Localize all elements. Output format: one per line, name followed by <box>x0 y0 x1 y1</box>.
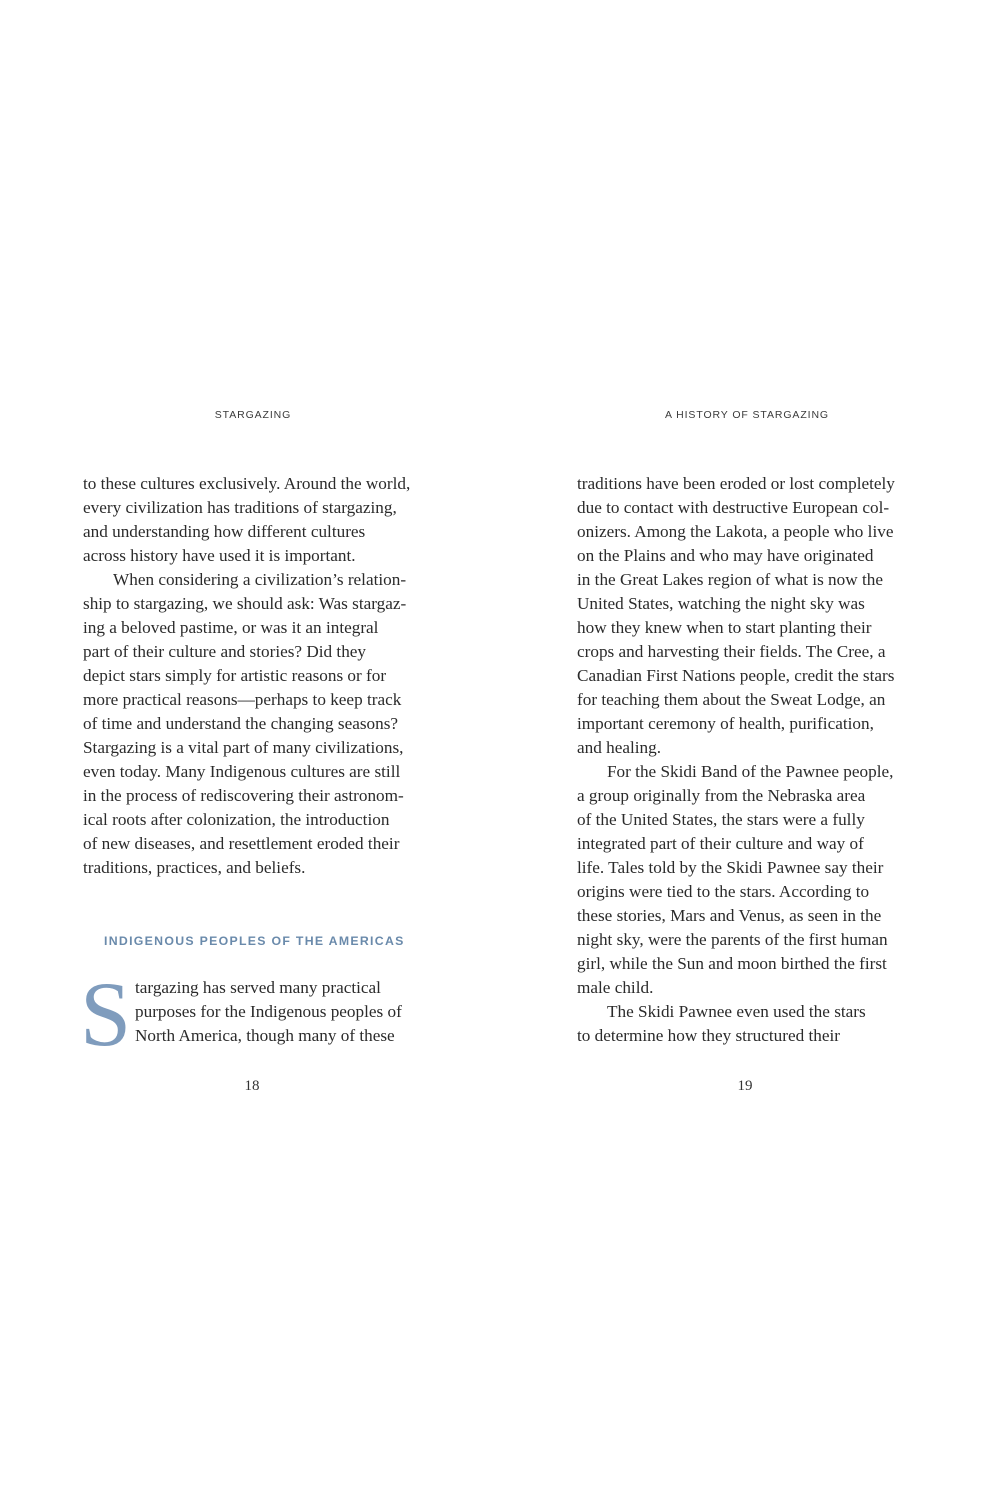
drop-cap: S <box>80 963 132 1065</box>
section-body-text <box>135 976 402 1048</box>
text-line: of the United States, the stars were a fully <box>577 810 865 829</box>
text-line: For the Skidi Band of the Pawnee people, <box>607 762 894 781</box>
text-line: these stories, Mars and Venus, as seen in the <box>577 906 882 925</box>
text-line: North America, though many of these <box>135 1026 395 1045</box>
text-line: of new diseases, and resettlement eroded their <box>83 834 400 853</box>
text-line: Canadian First Nations people, credit the stars <box>577 666 895 685</box>
text-line: in the Great Lakes region of what is now the <box>577 570 883 589</box>
text-line: and healing. <box>577 738 661 757</box>
text-line: of time and understand the changing seasons? <box>83 714 399 733</box>
text-line: traditions, practices, and beliefs. <box>83 858 306 877</box>
text-line: every civilization has traditions of stargazing, <box>83 498 397 517</box>
right-body-text <box>577 472 895 1048</box>
text-line: purposes for the Indigenous peoples of <box>135 1002 402 1021</box>
text-line: depict stars simply for artistic reasons or for <box>83 666 387 685</box>
text-line: United States, watching the night sky was <box>577 594 865 613</box>
text-line: ical roots after colonization, the introduction <box>83 810 390 829</box>
text-line: a group originally from the Nebraska area <box>577 786 866 805</box>
text-line: male child. <box>577 978 654 997</box>
running-head-right: A HISTORY OF STARGAZING <box>664 409 830 421</box>
page-number-left: 18 <box>244 1078 260 1094</box>
text-line: in the process of rediscovering their astronom- <box>83 786 404 805</box>
text-line: The Skidi Pawnee even used the stars <box>607 1002 866 1021</box>
text-line: integrated part of their culture and way of <box>577 834 864 853</box>
text-line: When considering a civilization’s relation- <box>113 570 407 589</box>
text-line: even today. Many Indigenous cultures are still <box>83 762 401 781</box>
text-line: night sky, were the parents of the first human <box>577 930 888 949</box>
text-line: to these cultures exclusively. Around the world, <box>83 474 411 493</box>
text-line: ship to stargazing, we should ask: Was stargaz- <box>83 594 407 613</box>
text-line: important ceremony of health, purification, <box>577 714 874 733</box>
text-line: Stargazing is a vital part of many civilizations, <box>83 738 404 757</box>
left-body-text <box>83 472 410 880</box>
text-line: life. Tales told by the Skidi Pawnee say their <box>577 858 884 877</box>
right-page <box>500 0 1000 1500</box>
text-line: girl, while the Sun and moon birthed the first <box>577 954 887 973</box>
section-heading: INDIGENOUS PEOPLES OF THE AMERICAS <box>104 934 405 948</box>
text-line: on the Plains and who may have originated <box>577 546 874 565</box>
text-line: ing a beloved pastime, or was it an integral <box>83 618 379 637</box>
text-line: onizers. Among the Lakota, a people who live <box>577 522 894 541</box>
running-head-left: STARGAZING <box>214 409 292 421</box>
text-line: traditions have been eroded or lost completely <box>577 474 895 493</box>
text-line: to determine how they structured their <box>577 1026 840 1045</box>
text-line: more practical reasons—perhaps to keep track <box>83 690 402 709</box>
text-line: due to contact with destructive European col- <box>577 498 890 517</box>
text-line: targazing has served many practical <box>135 978 381 997</box>
page-number-right: 19 <box>737 1078 753 1094</box>
text-line: crops and harvesting their fields. The Cree, a <box>577 642 886 661</box>
text-line: origins were tied to the stars. According to <box>577 882 870 901</box>
text-line: for teaching them about the Sweat Lodge, an <box>577 690 886 709</box>
text-line: across history have used it is important. <box>83 546 356 565</box>
text-line: how they knew when to start planting their <box>577 618 872 637</box>
text-line: part of their culture and stories? Did they <box>83 642 367 661</box>
text-line: and understanding how different cultures <box>83 522 366 541</box>
